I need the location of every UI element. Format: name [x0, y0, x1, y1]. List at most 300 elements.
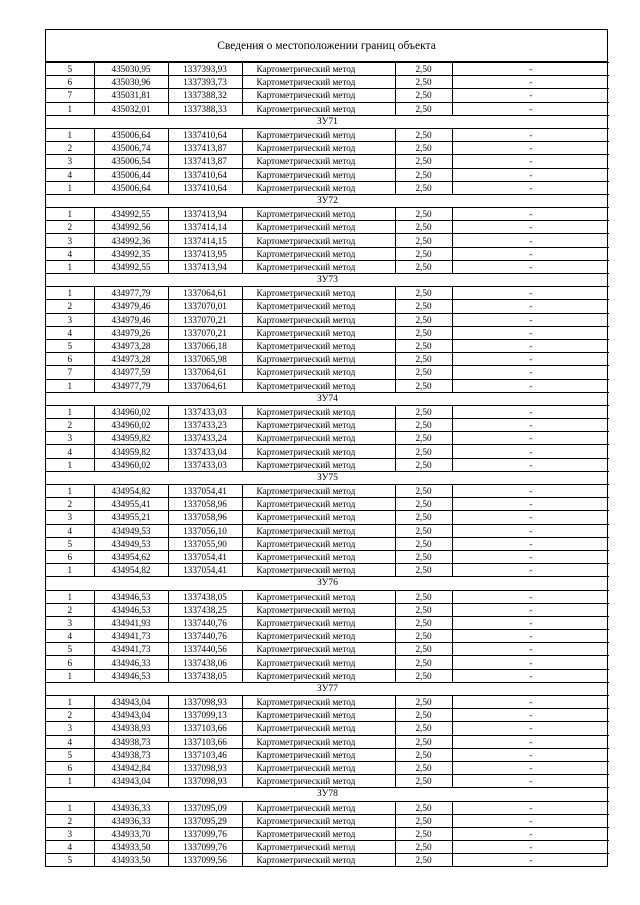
description-cell: - [452, 722, 609, 735]
table-row [46, 735, 609, 748]
coordinates-table-body [46, 63, 609, 867]
point-number-cell: 1 [46, 669, 94, 682]
method-cell: Картометрический метод [242, 735, 395, 748]
method-cell: Картометрический метод [242, 511, 395, 524]
precision-cell: 2,50 [395, 326, 452, 339]
x-coordinate-cell: 434949,53 [94, 524, 168, 537]
precision-cell: 2,50 [395, 669, 452, 682]
precision-cell: 2,50 [395, 696, 452, 709]
table-row [46, 102, 609, 115]
precision-cell: 2,50 [395, 550, 452, 563]
method-cell: Картометрический метод [242, 181, 395, 194]
description-cell: - [452, 287, 609, 300]
table-row [46, 445, 609, 458]
y-coordinate-cell: 1337098,93 [168, 775, 242, 788]
table-row [46, 630, 609, 643]
description-cell: - [452, 181, 609, 194]
precision-cell: 2,50 [395, 419, 452, 432]
method-cell: Картометрический метод [242, 841, 395, 854]
method-cell: Картометрический метод [242, 89, 395, 102]
description-cell: - [452, 669, 609, 682]
table-row [46, 366, 609, 379]
point-number-cell: 1 [46, 102, 94, 115]
y-coordinate-cell: 1337054,41 [168, 564, 242, 577]
description-cell: - [452, 511, 609, 524]
method-cell: Картометрический метод [242, 814, 395, 827]
point-number-cell: 4 [46, 841, 94, 854]
x-coordinate-cell: 434973,28 [94, 353, 168, 366]
precision-cell: 2,50 [395, 735, 452, 748]
x-coordinate-cell: 434943,04 [94, 775, 168, 788]
precision-cell: 2,50 [395, 405, 452, 418]
section-label: ЗУ71 [46, 115, 609, 128]
y-coordinate-cell: 1337103,66 [168, 735, 242, 748]
x-coordinate-cell: 435006,74 [94, 142, 168, 155]
precision-cell: 2,50 [395, 643, 452, 656]
y-coordinate-cell: 1337103,66 [168, 722, 242, 735]
y-coordinate-cell: 1337410,64 [168, 181, 242, 194]
point-number-cell: 6 [46, 550, 94, 563]
x-coordinate-cell: 435006,64 [94, 181, 168, 194]
section-header-row [46, 788, 609, 801]
method-cell: Картометрический метод [242, 761, 395, 774]
table-row [46, 854, 609, 867]
precision-cell: 2,50 [395, 142, 452, 155]
precision-cell: 2,50 [395, 247, 452, 260]
table-row [46, 801, 609, 814]
table-row [46, 168, 609, 181]
description-cell: - [452, 775, 609, 788]
method-cell: Картометрический метод [242, 168, 395, 181]
precision-cell: 2,50 [395, 814, 452, 827]
method-cell: Картометрический метод [242, 801, 395, 814]
x-coordinate-cell: 434973,28 [94, 339, 168, 352]
point-number-cell: 4 [46, 735, 94, 748]
table-row [46, 524, 609, 537]
precision-cell: 2,50 [395, 524, 452, 537]
x-coordinate-cell: 434959,82 [94, 432, 168, 445]
description-cell: - [452, 247, 609, 260]
x-coordinate-cell: 434960,02 [94, 405, 168, 418]
point-number-cell: 1 [46, 458, 94, 471]
method-cell: Картометрический метод [242, 722, 395, 735]
y-coordinate-cell: 1337413,95 [168, 247, 242, 260]
point-number-cell: 1 [46, 801, 94, 814]
y-coordinate-cell: 1337099,76 [168, 827, 242, 840]
method-cell: Картометрический метод [242, 709, 395, 722]
table-row [46, 379, 609, 392]
section-label: ЗУ76 [46, 577, 609, 590]
point-number-cell: 4 [46, 524, 94, 537]
description-cell: - [452, 709, 609, 722]
description-cell: - [452, 748, 609, 761]
table-row [46, 234, 609, 247]
point-number-cell: 3 [46, 511, 94, 524]
y-coordinate-cell: 1337413,87 [168, 142, 242, 155]
precision-cell: 2,50 [395, 854, 452, 867]
description-cell: - [452, 142, 609, 155]
x-coordinate-cell: 434938,73 [94, 735, 168, 748]
method-cell: Картометрический метод [242, 445, 395, 458]
method-cell: Картометрический метод [242, 379, 395, 392]
table-row [46, 63, 609, 76]
y-coordinate-cell: 1337099,76 [168, 841, 242, 854]
y-coordinate-cell: 1337414,14 [168, 221, 242, 234]
y-coordinate-cell: 1337058,96 [168, 511, 242, 524]
method-cell: Картометрический метод [242, 524, 395, 537]
method-cell: Картометрический метод [242, 432, 395, 445]
point-number-cell: 4 [46, 168, 94, 181]
point-number-cell: 3 [46, 155, 94, 168]
y-coordinate-cell: 1337438,05 [168, 590, 242, 603]
y-coordinate-cell: 1337438,05 [168, 669, 242, 682]
x-coordinate-cell: 434949,53 [94, 537, 168, 550]
y-coordinate-cell: 1337099,13 [168, 709, 242, 722]
method-cell: Картометрический метод [242, 221, 395, 234]
section-header-row [46, 577, 609, 590]
table-row [46, 498, 609, 511]
y-coordinate-cell: 1337413,87 [168, 155, 242, 168]
table-row [46, 300, 609, 313]
y-coordinate-cell: 1337413,94 [168, 208, 242, 221]
method-cell: Картометрический метод [242, 485, 395, 498]
section-header-row [46, 682, 609, 695]
y-coordinate-cell: 1337433,23 [168, 419, 242, 432]
precision-cell: 2,50 [395, 590, 452, 603]
table-row [46, 419, 609, 432]
y-coordinate-cell: 1337095,09 [168, 801, 242, 814]
table-row [46, 709, 609, 722]
point-number-cell: 3 [46, 616, 94, 629]
table-row [46, 181, 609, 194]
description-cell: - [452, 234, 609, 247]
table-row [46, 616, 609, 629]
table-row [46, 432, 609, 445]
description-cell: - [452, 405, 609, 418]
description-cell: - [452, 432, 609, 445]
description-cell: - [452, 208, 609, 221]
description-cell: - [452, 339, 609, 352]
precision-cell: 2,50 [395, 221, 452, 234]
precision-cell: 2,50 [395, 353, 452, 366]
precision-cell: 2,50 [395, 445, 452, 458]
point-number-cell: 1 [46, 260, 94, 273]
section-header-row [46, 274, 609, 287]
precision-cell: 2,50 [395, 181, 452, 194]
description-cell: - [452, 128, 609, 141]
table-row [46, 353, 609, 366]
method-cell: Картометрический метод [242, 405, 395, 418]
y-coordinate-cell: 1337054,41 [168, 485, 242, 498]
x-coordinate-cell: 434933,50 [94, 854, 168, 867]
precision-cell: 2,50 [395, 656, 452, 669]
x-coordinate-cell: 435006,44 [94, 168, 168, 181]
y-coordinate-cell: 1337095,29 [168, 814, 242, 827]
precision-cell: 2,50 [395, 511, 452, 524]
point-number-cell: 5 [46, 643, 94, 656]
method-cell: Картометрический метод [242, 537, 395, 550]
precision-cell: 2,50 [395, 616, 452, 629]
description-cell: - [452, 89, 609, 102]
x-coordinate-cell: 434954,82 [94, 485, 168, 498]
table-row [46, 511, 609, 524]
table-row [46, 827, 609, 840]
precision-cell: 2,50 [395, 603, 452, 616]
description-cell: - [452, 735, 609, 748]
method-cell: Картометрический метод [242, 669, 395, 682]
y-coordinate-cell: 1337064,61 [168, 366, 242, 379]
y-coordinate-cell: 1337414,15 [168, 234, 242, 247]
precision-cell: 2,50 [395, 300, 452, 313]
x-coordinate-cell: 434936,33 [94, 814, 168, 827]
x-coordinate-cell: 434977,79 [94, 287, 168, 300]
x-coordinate-cell: 434946,53 [94, 669, 168, 682]
point-number-cell: 1 [46, 775, 94, 788]
method-cell: Картометрический метод [242, 63, 395, 76]
x-coordinate-cell: 434938,93 [94, 722, 168, 735]
description-cell: - [452, 300, 609, 313]
point-number-cell: 4 [46, 326, 94, 339]
point-number-cell: 6 [46, 353, 94, 366]
section-label: ЗУ78 [46, 788, 609, 801]
description-cell: - [452, 761, 609, 774]
section-label: ЗУ72 [46, 194, 609, 207]
method-cell: Картометрический метод [242, 76, 395, 89]
method-cell: Картометрический метод [242, 827, 395, 840]
precision-cell: 2,50 [395, 379, 452, 392]
table-row [46, 260, 609, 273]
point-number-cell: 2 [46, 221, 94, 234]
description-cell: - [452, 260, 609, 273]
method-cell: Картометрический метод [242, 102, 395, 115]
section-label: ЗУ77 [46, 682, 609, 695]
point-number-cell: 7 [46, 366, 94, 379]
description-cell: - [452, 524, 609, 537]
x-coordinate-cell: 434955,41 [94, 498, 168, 511]
y-coordinate-cell: 1337393,73 [168, 76, 242, 89]
method-cell: Картометрический метод [242, 590, 395, 603]
method-cell: Картометрический метод [242, 300, 395, 313]
description-cell: - [452, 155, 609, 168]
x-coordinate-cell: 434941,73 [94, 643, 168, 656]
table-row [46, 696, 609, 709]
point-number-cell: 2 [46, 419, 94, 432]
page-title: Сведения о местоположении границ объекта [46, 30, 607, 62]
precision-cell: 2,50 [395, 102, 452, 115]
precision-cell: 2,50 [395, 366, 452, 379]
table-row [46, 722, 609, 735]
y-coordinate-cell: 1337433,03 [168, 458, 242, 471]
y-coordinate-cell: 1337065,98 [168, 353, 242, 366]
method-cell: Картометрический метод [242, 603, 395, 616]
precision-cell: 2,50 [395, 485, 452, 498]
y-coordinate-cell: 1337433,03 [168, 405, 242, 418]
method-cell: Картометрический метод [242, 643, 395, 656]
description-cell: - [452, 458, 609, 471]
section-header-row [46, 471, 609, 484]
x-coordinate-cell: 434979,46 [94, 300, 168, 313]
y-coordinate-cell: 1337066,18 [168, 339, 242, 352]
y-coordinate-cell: 1337438,25 [168, 603, 242, 616]
method-cell: Картометрический метод [242, 775, 395, 788]
description-cell: - [452, 827, 609, 840]
x-coordinate-cell: 434938,73 [94, 748, 168, 761]
coordinates-table [46, 62, 609, 866]
description-cell: - [452, 168, 609, 181]
point-number-cell: 1 [46, 590, 94, 603]
y-coordinate-cell: 1337410,64 [168, 168, 242, 181]
description-cell: - [452, 102, 609, 115]
x-coordinate-cell: 434977,59 [94, 366, 168, 379]
x-coordinate-cell: 434942,84 [94, 761, 168, 774]
x-coordinate-cell: 434992,36 [94, 234, 168, 247]
precision-cell: 2,50 [395, 89, 452, 102]
description-cell: - [452, 379, 609, 392]
description-cell: - [452, 353, 609, 366]
y-coordinate-cell: 1337055,90 [168, 537, 242, 550]
point-number-cell: 1 [46, 485, 94, 498]
method-cell: Картометрический метод [242, 854, 395, 867]
precision-cell: 2,50 [395, 155, 452, 168]
table-row [46, 155, 609, 168]
x-coordinate-cell: 435030,96 [94, 76, 168, 89]
method-cell: Картометрический метод [242, 287, 395, 300]
description-cell: - [452, 603, 609, 616]
table-row [46, 208, 609, 221]
description-cell: - [452, 841, 609, 854]
precision-cell: 2,50 [395, 458, 452, 471]
method-cell: Картометрический метод [242, 696, 395, 709]
precision-cell: 2,50 [395, 313, 452, 326]
x-coordinate-cell: 434941,73 [94, 630, 168, 643]
y-coordinate-cell: 1337064,61 [168, 379, 242, 392]
section-header-row [46, 194, 609, 207]
table-row [46, 405, 609, 418]
precision-cell: 2,50 [395, 827, 452, 840]
description-cell: - [452, 419, 609, 432]
table-row [46, 550, 609, 563]
point-number-cell: 5 [46, 537, 94, 550]
x-coordinate-cell: 434936,33 [94, 801, 168, 814]
method-cell: Картометрический метод [242, 616, 395, 629]
precision-cell: 2,50 [395, 841, 452, 854]
point-number-cell: 6 [46, 761, 94, 774]
table-row [46, 458, 609, 471]
point-number-cell: 1 [46, 128, 94, 141]
y-coordinate-cell: 1337410,64 [168, 128, 242, 141]
y-coordinate-cell: 1337070,21 [168, 326, 242, 339]
description-cell: - [452, 656, 609, 669]
method-cell: Картометрический метод [242, 353, 395, 366]
point-number-cell: 3 [46, 313, 94, 326]
x-coordinate-cell: 434954,62 [94, 550, 168, 563]
x-coordinate-cell: 434979,26 [94, 326, 168, 339]
point-number-cell: 1 [46, 696, 94, 709]
method-cell: Картометрический метод [242, 326, 395, 339]
y-coordinate-cell: 1337056,10 [168, 524, 242, 537]
method-cell: Картометрический метод [242, 498, 395, 511]
x-coordinate-cell: 434992,35 [94, 247, 168, 260]
y-coordinate-cell: 1337413,94 [168, 260, 242, 273]
table-row [46, 287, 609, 300]
point-number-cell: 1 [46, 181, 94, 194]
table-row [46, 656, 609, 669]
point-number-cell: 2 [46, 142, 94, 155]
description-cell: - [452, 485, 609, 498]
x-coordinate-cell: 434954,82 [94, 564, 168, 577]
x-coordinate-cell: 435006,64 [94, 128, 168, 141]
table-row [46, 748, 609, 761]
precision-cell: 2,50 [395, 564, 452, 577]
precision-cell: 2,50 [395, 722, 452, 735]
y-coordinate-cell: 1337099,56 [168, 854, 242, 867]
point-number-cell: 4 [46, 630, 94, 643]
x-coordinate-cell: 434960,02 [94, 458, 168, 471]
y-coordinate-cell: 1337393,93 [168, 63, 242, 76]
precision-cell: 2,50 [395, 339, 452, 352]
description-cell: - [452, 564, 609, 577]
precision-cell: 2,50 [395, 287, 452, 300]
table-row [46, 339, 609, 352]
point-number-cell: 5 [46, 748, 94, 761]
x-coordinate-cell: 435006,54 [94, 155, 168, 168]
y-coordinate-cell: 1337103,46 [168, 748, 242, 761]
table-row [46, 221, 609, 234]
y-coordinate-cell: 1337070,21 [168, 313, 242, 326]
y-coordinate-cell: 1337440,76 [168, 630, 242, 643]
precision-cell: 2,50 [395, 432, 452, 445]
method-cell: Картометрический метод [242, 208, 395, 221]
method-cell: Картометрический метод [242, 550, 395, 563]
point-number-cell: 1 [46, 208, 94, 221]
x-coordinate-cell: 434946,53 [94, 590, 168, 603]
description-cell: - [452, 630, 609, 643]
description-cell: - [452, 616, 609, 629]
section-label: ЗУ73 [46, 274, 609, 287]
point-number-cell: 5 [46, 854, 94, 867]
y-coordinate-cell: 1337098,93 [168, 696, 242, 709]
precision-cell: 2,50 [395, 761, 452, 774]
y-coordinate-cell: 1337440,76 [168, 616, 242, 629]
point-number-cell: 3 [46, 432, 94, 445]
point-number-cell: 2 [46, 814, 94, 827]
y-coordinate-cell: 1337388,33 [168, 102, 242, 115]
point-number-cell: 4 [46, 445, 94, 458]
method-cell: Картометрический метод [242, 128, 395, 141]
precision-cell: 2,50 [395, 709, 452, 722]
point-number-cell: 5 [46, 63, 94, 76]
method-cell: Картометрический метод [242, 142, 395, 155]
description-cell: - [452, 854, 609, 867]
precision-cell: 2,50 [395, 128, 452, 141]
table-row [46, 76, 609, 89]
table-row [46, 313, 609, 326]
y-coordinate-cell: 1337433,24 [168, 432, 242, 445]
point-number-cell: 1 [46, 405, 94, 418]
table-row [46, 564, 609, 577]
method-cell: Картометрический метод [242, 564, 395, 577]
description-cell: - [452, 801, 609, 814]
section-label: ЗУ75 [46, 471, 609, 484]
y-coordinate-cell: 1337098,93 [168, 761, 242, 774]
y-coordinate-cell: 1337064,61 [168, 287, 242, 300]
y-coordinate-cell: 1337440,56 [168, 643, 242, 656]
point-number-cell: 3 [46, 827, 94, 840]
x-coordinate-cell: 434933,70 [94, 827, 168, 840]
method-cell: Картометрический метод [242, 366, 395, 379]
description-cell: - [452, 366, 609, 379]
x-coordinate-cell: 435030,95 [94, 63, 168, 76]
